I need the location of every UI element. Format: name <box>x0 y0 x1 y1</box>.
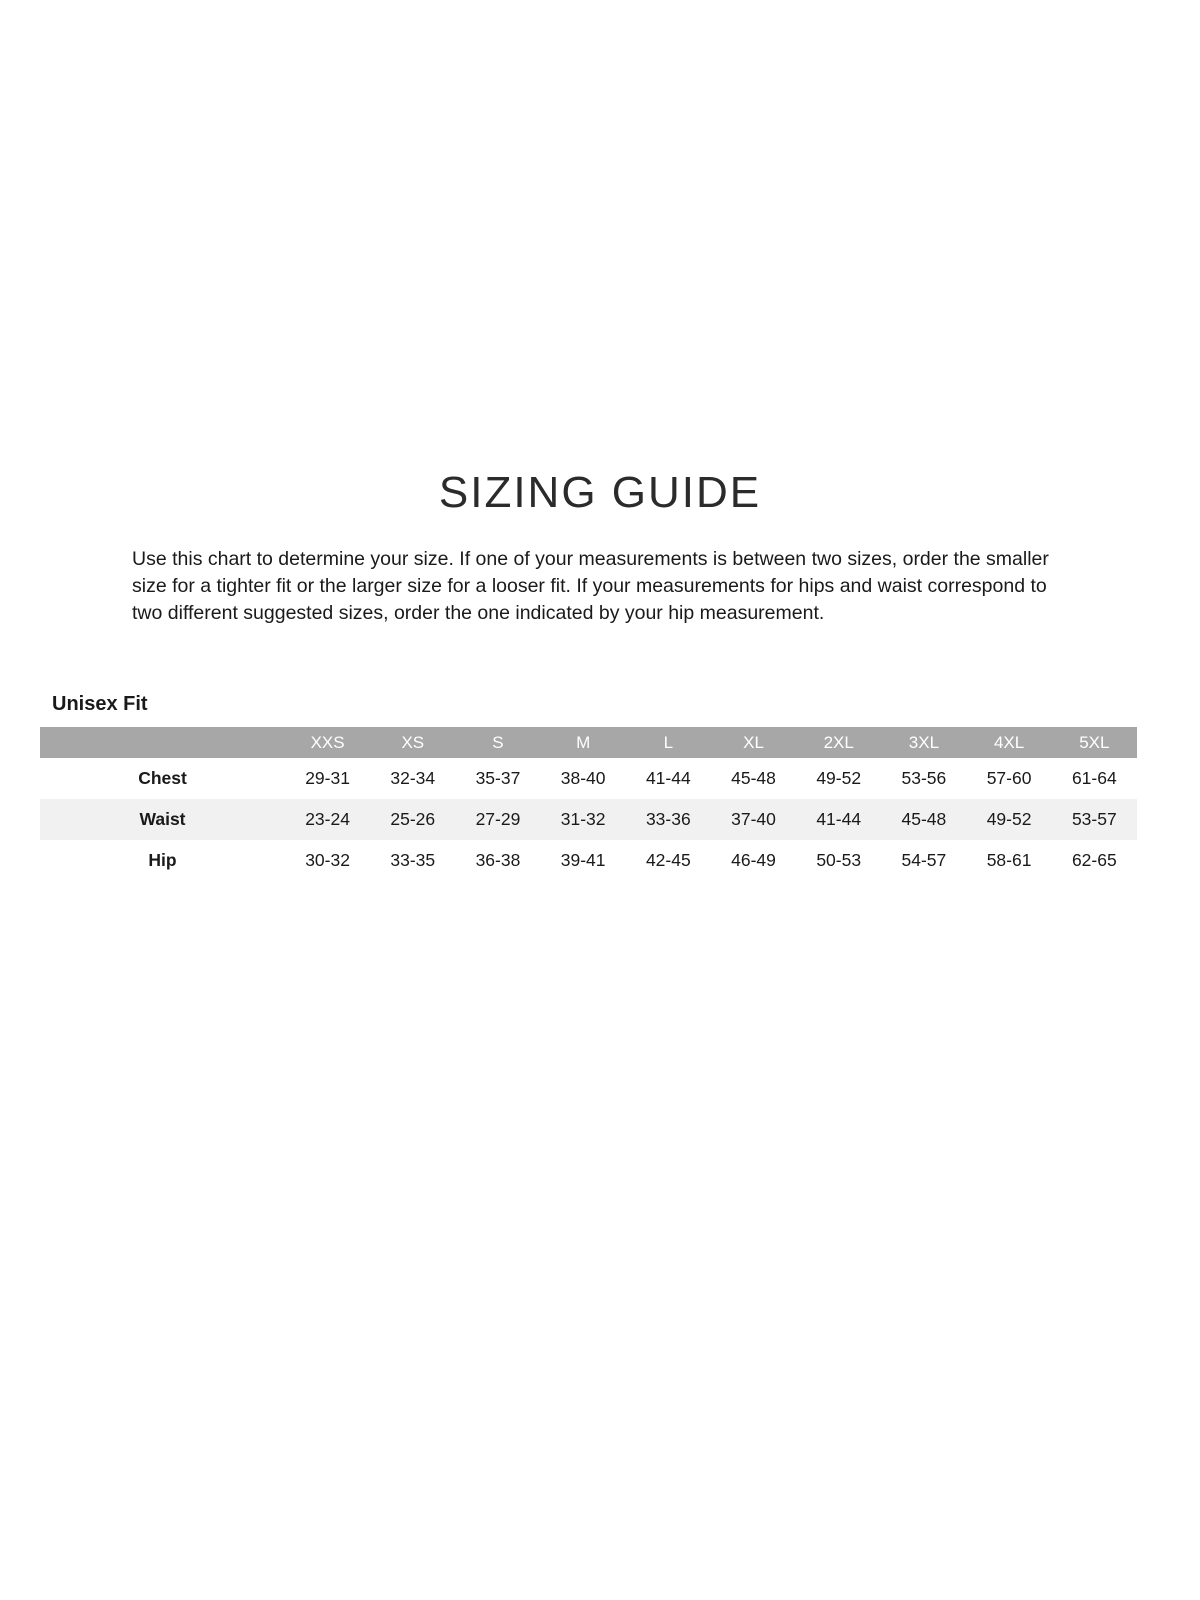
table-cell: 30-32 <box>305 850 350 870</box>
table-cell: 57-60 <box>986 768 1032 788</box>
table-cell: 37-40 <box>731 809 776 829</box>
size-column-header-5xl: 5XL <box>1052 727 1137 758</box>
size-table-row-chest <box>40 758 1137 799</box>
table-cell: 45-48 <box>731 768 776 788</box>
table-cell: 33-36 <box>645 809 691 829</box>
size-table-container <box>40 727 1137 881</box>
intro-paragraph: Use this chart to determine your size. If one of your measurements is between two sizes, order the smaller size for a tighter fit or the larger size for a looser fit. If your measurements for hips and waist correspond to two different suggested sizes, order the one indicated by your hip measurement. <box>132 548 1049 624</box>
table-cell: 49-52 <box>986 809 1032 829</box>
size-table <box>40 727 1137 881</box>
table-cell: 58-61 <box>986 850 1032 870</box>
table-cell: 62-65 <box>1071 850 1117 870</box>
table-cell: 46-49 <box>731 850 776 870</box>
table-cell: 23-24 <box>305 809 350 829</box>
table-cell: 41-44 <box>645 768 691 788</box>
table-cell: 32-34 <box>390 768 436 788</box>
row-label-chest: Chest <box>138 768 187 788</box>
page-title: SIZING GUIDE <box>438 468 762 517</box>
size-table-row-waist <box>40 799 1137 840</box>
table-cell: 53-56 <box>901 768 947 788</box>
size-column-header-xs: XS <box>370 727 455 758</box>
row-label-waist: Waist <box>139 809 186 829</box>
size-table-header-blank <box>40 727 285 758</box>
table-cell: 54-57 <box>901 850 947 870</box>
row-label-hip: Hip <box>148 850 177 870</box>
table-cell: 49-52 <box>816 768 862 788</box>
table-cell: 50-53 <box>816 850 862 870</box>
section-heading-unisex-fit: Unisex Fit <box>52 693 148 715</box>
table-cell: 39-41 <box>560 850 606 870</box>
table-cell: 25-26 <box>390 809 436 829</box>
size-column-header-xxs: XXS <box>285 727 370 758</box>
table-cell: 36-38 <box>475 850 521 870</box>
size-column-header-s: S <box>455 727 540 758</box>
table-cell: 27-29 <box>475 809 521 829</box>
size-column-header-4xl: 4XL <box>967 727 1052 758</box>
table-cell: 45-48 <box>901 809 947 829</box>
size-column-header-xl: XL <box>711 727 796 758</box>
size-table-header-row <box>40 727 1137 758</box>
table-cell: 35-37 <box>475 768 521 788</box>
size-column-header-l: L <box>626 727 711 758</box>
size-column-header-3xl: 3XL <box>881 727 966 758</box>
table-cell: 38-40 <box>560 768 606 788</box>
size-column-header-2xl: 2XL <box>796 727 881 758</box>
size-column-header-m: M <box>541 727 626 758</box>
table-cell: 29-31 <box>305 768 350 788</box>
table-cell: 53-57 <box>1071 809 1117 829</box>
table-cell: 61-64 <box>1071 768 1117 788</box>
table-cell: 33-35 <box>390 850 436 870</box>
table-cell: 42-45 <box>645 850 691 870</box>
table-cell: 31-32 <box>560 809 606 829</box>
size-table-row-hip <box>40 840 1137 881</box>
table-cell: 41-44 <box>816 809 862 829</box>
